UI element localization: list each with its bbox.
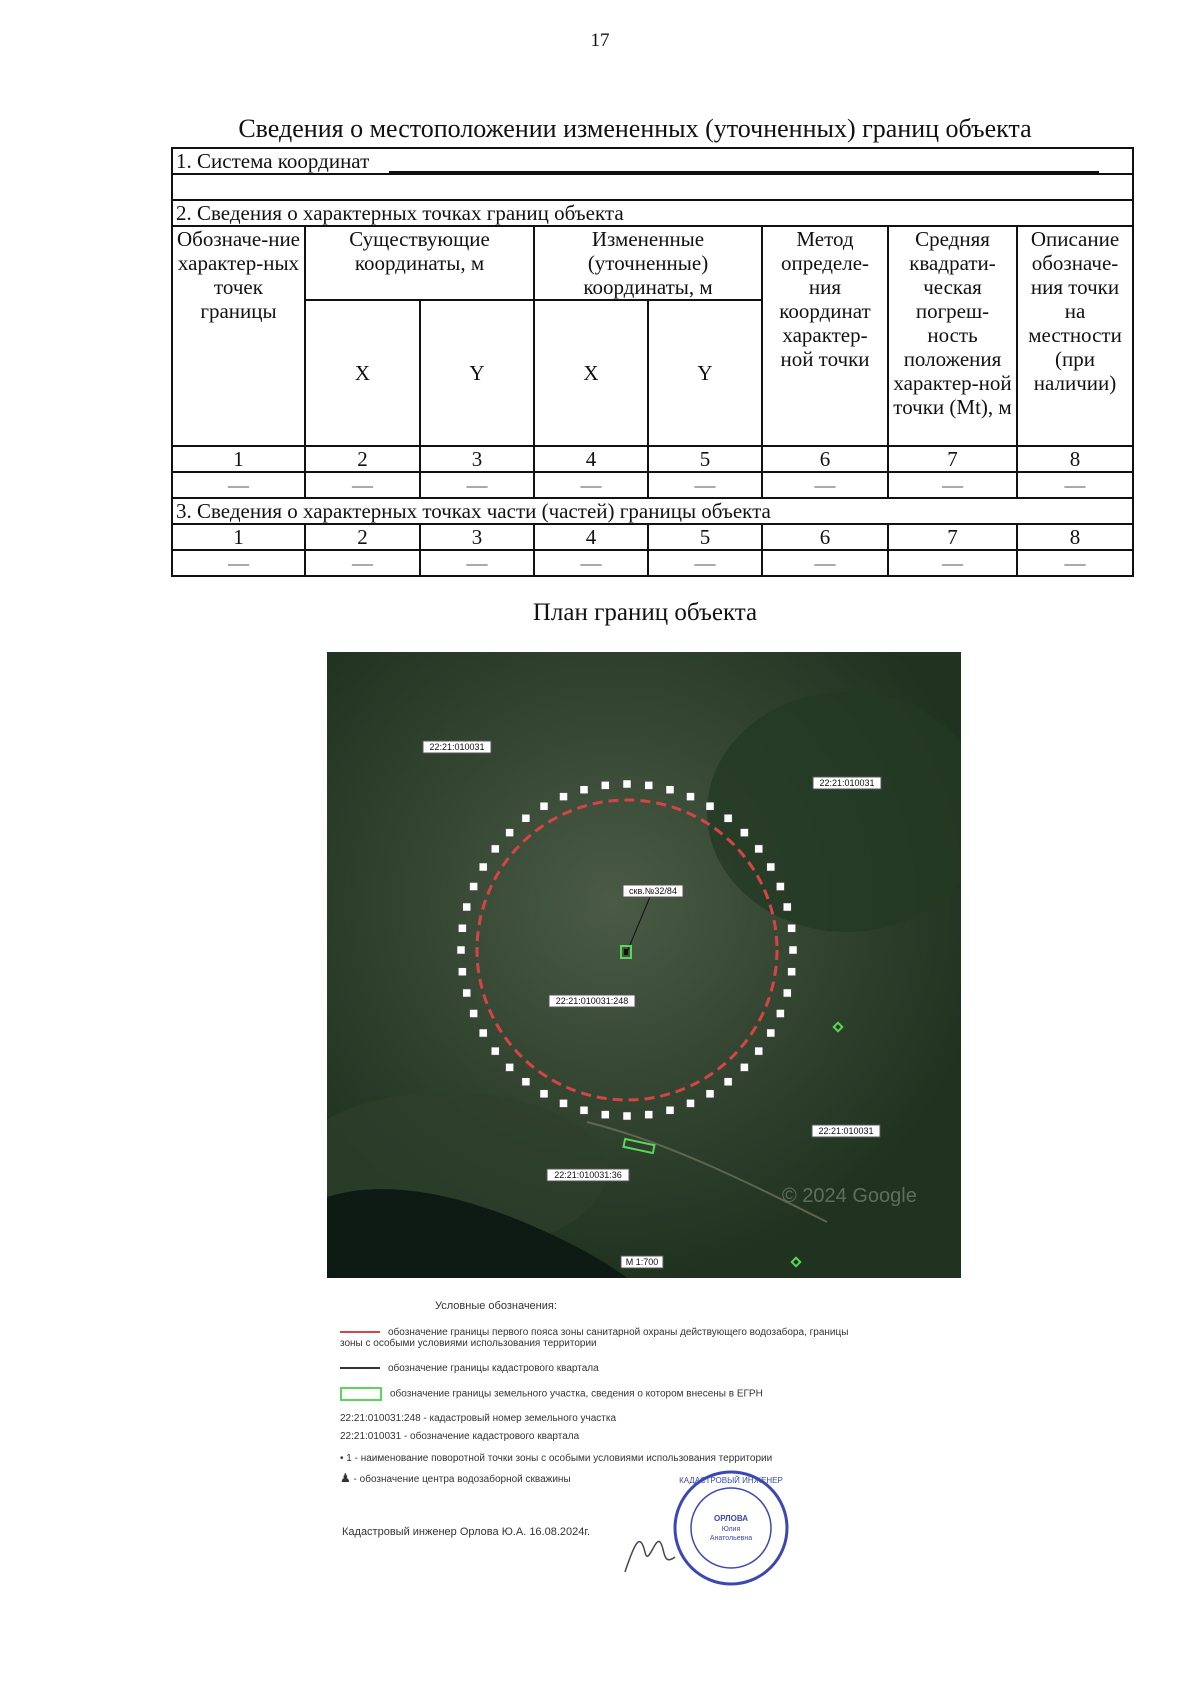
boundary-point-marker (755, 845, 763, 853)
quarter-label-bottom-right: 22:21:010031 (818, 1126, 874, 1136)
boundary-point-marker (767, 1029, 775, 1037)
map-svg (327, 652, 961, 1278)
parcel-box-symbol (340, 1387, 382, 1401)
svg-text:Юлия: Юлия (721, 1526, 741, 1533)
parcel-bottom-label: 22:21:010031:36 (554, 1170, 622, 1180)
boundary-point-marker (623, 780, 631, 788)
well-center-icon: ♟ (340, 1471, 351, 1485)
boundary-point-marker (491, 845, 499, 853)
boundary-point-marker (470, 1010, 478, 1018)
boundary-point-marker (740, 829, 748, 837)
legend-quarter-number: 22:21:010031 - обозначение кадастрового квартала (340, 1431, 580, 1442)
boundary-point-marker (458, 924, 466, 932)
handwritten-signature (620, 1522, 680, 1582)
quarter-label-top-left: 22:21:010031 (429, 742, 485, 752)
section3-row (172, 498, 1133, 524)
legend-parcel-text: обозначение границы земельного участка, сведения о котором внесены в ЕГРН (390, 1388, 763, 1400)
col-num: 7 (888, 524, 1017, 550)
scale-label: М 1:700 (625, 1257, 659, 1267)
legend-parcel-number: 22:21:010031:248 - кадастровый номер земельного участка (340, 1413, 617, 1424)
empty-cell: — (305, 550, 420, 576)
col-num: 6 (762, 446, 888, 472)
legend-zone-text: обозначение границы первого пояса зоны санитарной охраны действующего водозабора, границы зоны с особыми условиями использования территории (340, 1327, 849, 1349)
boundary-point-marker (560, 793, 568, 801)
svg-text:КАДАСТРОВЫЙ ИНЖЕНЕР: КАДАСТРОВЫЙ ИНЖЕНЕР (679, 1476, 783, 1485)
boundary-point-marker (755, 1047, 763, 1055)
empty-cell: — (888, 472, 1017, 498)
boundary-point-marker (788, 968, 796, 976)
empty-cell: — (888, 550, 1017, 576)
coordinate-system-label: 1. Система координат (176, 149, 370, 173)
header-method: Метод определе-ния координат характер-ной точки (762, 226, 888, 446)
boundary-point-marker (783, 989, 791, 997)
plan-title: План границ объекта (532, 599, 758, 626)
col-num: 5 (648, 524, 762, 550)
legend-well-text: - обозначение центра водозаборной скважины (353, 1474, 571, 1485)
boundary-point-marker (540, 802, 548, 810)
boundary-point-marker (601, 781, 609, 789)
boundary-point-marker (767, 863, 775, 871)
col-num: 3 (420, 446, 534, 472)
col-num: 8 (1017, 524, 1133, 550)
col-num: 1 (172, 524, 305, 550)
empty-cell: — (534, 550, 648, 576)
header-row-1 (172, 226, 1133, 300)
legend-title: Условные обозначения: (435, 1300, 557, 1312)
legend-quarter-row (340, 1363, 860, 1374)
boundary-plan-map (327, 652, 961, 1278)
col-num: 1 (172, 446, 305, 472)
boundary-point-marker (789, 946, 797, 954)
header-existing-y: Y (420, 300, 534, 446)
empty-cell: — (420, 550, 534, 576)
boundary-point-marker (783, 903, 791, 911)
engineer-seal (672, 1469, 790, 1587)
zone-line-symbol (340, 1331, 380, 1333)
column-numbers-row-2 (172, 524, 1133, 550)
well-center-marker (624, 949, 628, 955)
boundary-point-marker (666, 1106, 674, 1114)
col-num: 6 (762, 524, 888, 550)
section2-row (172, 200, 1133, 226)
boundary-point-marker (479, 1029, 487, 1037)
boundary-point-marker (463, 989, 471, 997)
empty-cell: — (762, 550, 888, 576)
boundary-point-marker (458, 968, 466, 976)
boundary-point-marker (776, 1010, 784, 1018)
empty-cell: — (1017, 472, 1133, 498)
boundary-point-marker (522, 1078, 530, 1086)
col-num: 8 (1017, 446, 1133, 472)
col-num: 2 (305, 446, 420, 472)
legend-point-name: • 1 - наименование поворотной точки зоны с особыми условиями использования территории (340, 1453, 773, 1464)
section1-blank-row (172, 174, 1133, 200)
well-label: скв.№32/84 (629, 886, 677, 896)
empty-cell: — (648, 472, 762, 498)
header-existing-x: X (305, 300, 420, 446)
boundary-point-marker (776, 883, 784, 891)
coordinate-system-field (389, 153, 1099, 173)
boundary-point-marker (623, 1112, 631, 1120)
boundary-point-marker (601, 1111, 609, 1119)
empty-cell: — (172, 472, 305, 498)
header-changed: Измененные (уточненные) координаты, м (534, 226, 762, 300)
boundary-point-marker (580, 1106, 588, 1114)
google-watermark: © 2024 Google (782, 1185, 917, 1207)
boundary-point-marker (724, 1078, 732, 1086)
boundary-point-marker (788, 924, 796, 932)
empty-cell: — (1017, 550, 1133, 576)
page-number: 17 (590, 30, 610, 51)
boundary-point-marker (560, 1099, 568, 1107)
quarter-label-top-right: 22:21:010031 (819, 778, 875, 788)
boundary-point-marker (522, 814, 530, 822)
section3-label: 3. Сведения о характерных точках части (частей) границы объекта (172, 498, 1133, 524)
boundary-point-marker (645, 781, 653, 789)
quarter-line-symbol (340, 1367, 380, 1369)
col-num: 3 (420, 524, 534, 550)
col-num: 5 (648, 446, 762, 472)
header-changed-x: X (534, 300, 648, 446)
header-designation: Обозначе-ние характер-ных точек границы (172, 226, 305, 446)
empty-cell: — (420, 472, 534, 498)
boundary-point-marker (724, 814, 732, 822)
col-num: 4 (534, 524, 648, 550)
header-changed-y: Y (648, 300, 762, 446)
empty-row-2 (172, 550, 1133, 576)
boundary-point-marker (506, 829, 514, 837)
boundary-point-marker (687, 793, 695, 801)
boundary-point-marker (706, 1090, 714, 1098)
empty-cell: — (762, 472, 888, 498)
boundary-point-marker (463, 903, 471, 911)
empty-row (172, 472, 1133, 498)
boundary-point-marker (666, 786, 674, 794)
section1-row (172, 148, 1133, 174)
legend-zone-row (340, 1327, 860, 1349)
legend-parcel-row (340, 1387, 860, 1401)
boundary-point-marker (491, 1047, 499, 1055)
boundary-point-marker (740, 1063, 748, 1071)
header-error: Средняя квадрати-ческая погреш-ность положения характер-ной точки (Mt), м (888, 226, 1017, 446)
document-title: Сведения о местоположении измененных (уточненных) границ объекта (238, 114, 1032, 143)
legend-quarter-text: обозначение границы кадастрового квартала (388, 1363, 599, 1374)
col-num: 4 (534, 446, 648, 472)
boundary-point-marker (687, 1099, 695, 1107)
boundary-info-table (171, 147, 1134, 577)
svg-text:ОРЛОВА: ОРЛОВА (713, 1514, 749, 1523)
empty-cell: — (648, 550, 762, 576)
boundary-point-marker (470, 883, 478, 891)
column-numbers-row (172, 446, 1133, 472)
boundary-point-marker (457, 946, 465, 954)
boundary-point-marker (540, 1090, 548, 1098)
section2-label: 2. Сведения о характерных точках границ объекта (172, 200, 1133, 226)
col-num: 2 (305, 524, 420, 550)
header-existing: Существующие координаты, м (305, 226, 534, 300)
boundary-point-marker (706, 802, 714, 810)
header-description: Описание обозначе-ния точки на местности (при наличии) (1017, 226, 1133, 446)
empty-cell: — (534, 472, 648, 498)
boundary-point-marker (580, 786, 588, 794)
boundary-point-marker (506, 1063, 514, 1071)
empty-cell: — (305, 472, 420, 498)
svg-text:Анатольевна: Анатольевна (709, 1535, 753, 1542)
boundary-point-marker (645, 1111, 653, 1119)
engineer-signature-line: Кадастровый инженер Орлова Ю.А. 16.08.2024г. (342, 1526, 591, 1538)
parcel-label: 22:21:010031:248 (555, 996, 629, 1006)
boundary-point-marker (479, 863, 487, 871)
empty-cell: — (172, 550, 305, 576)
col-num: 7 (888, 446, 1017, 472)
